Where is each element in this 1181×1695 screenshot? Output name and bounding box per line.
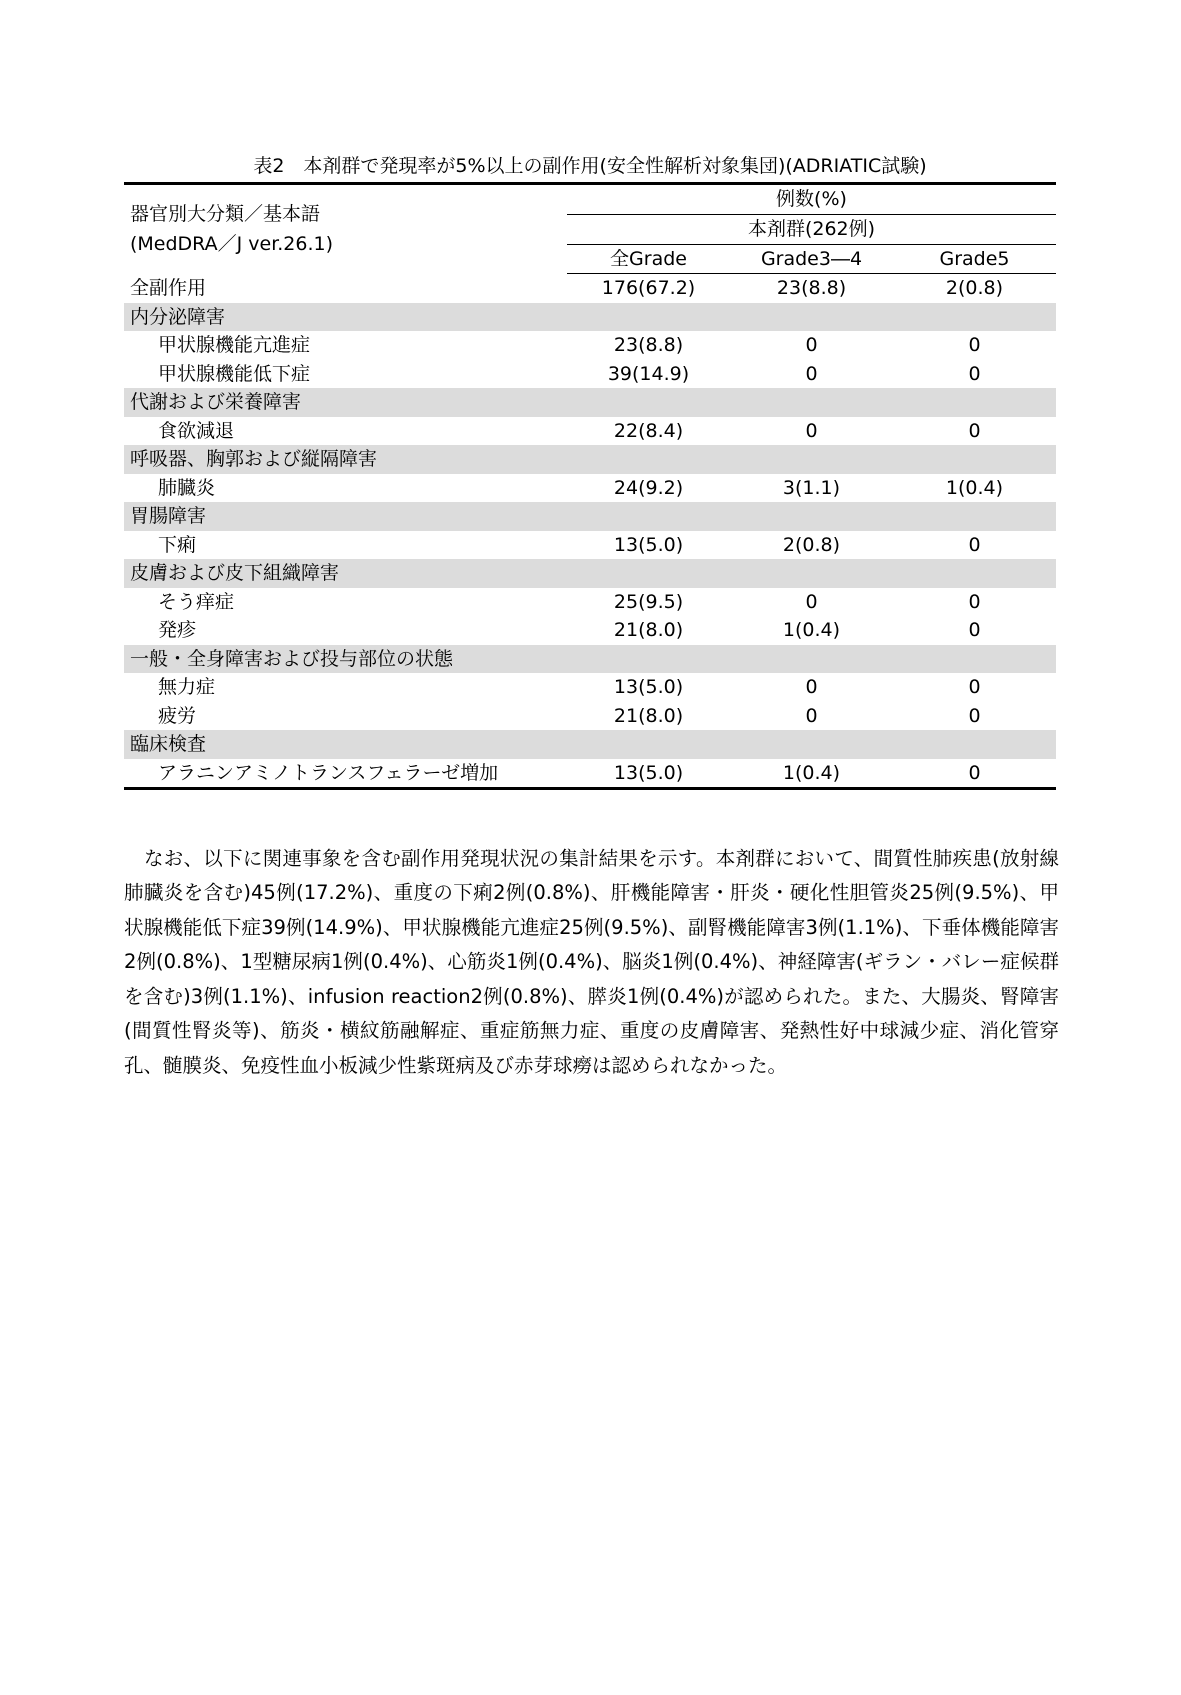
cell-grade5: 0 [968, 419, 981, 442]
cell-all-grade [567, 730, 730, 759]
header-grade3-4: Grade3―4 [730, 244, 893, 274]
cell-grade5 [893, 730, 1056, 759]
cell-grade5: 2(0.8) [945, 277, 1004, 299]
table-row [124, 360, 1056, 389]
cell-grade3-4: 0 [805, 704, 818, 727]
category-row [124, 303, 1056, 332]
category-row [124, 502, 1056, 531]
row-label: 発疹 [158, 619, 197, 641]
row-label: 疲労 [158, 704, 197, 727]
category-row [124, 645, 1056, 674]
cell-all-grade: 21(8.0) [613, 619, 684, 641]
table-row [124, 274, 1056, 303]
cell-grade3-4: 0 [805, 334, 818, 356]
header-group: 本剤群(262例) [567, 215, 1056, 245]
cell-grade5: 0 [968, 533, 981, 556]
row-label: 全副作用 [130, 276, 207, 299]
table-row [124, 702, 1056, 731]
cell-all-grade [567, 303, 730, 332]
cell-grade5: 0 [968, 619, 981, 641]
cell-all-grade [567, 445, 730, 474]
cell-grade5: 0 [968, 334, 981, 356]
cell-grade5: 1(0.4) [945, 476, 1004, 499]
row-label: 食欲減退 [158, 419, 235, 442]
cell-grade3-4 [730, 388, 893, 417]
cell-all-grade: 24(9.2) [613, 476, 684, 499]
table-row [124, 331, 1056, 360]
cell-grade5 [893, 502, 1056, 531]
cell-all-grade [567, 559, 730, 588]
header-all-grade: 全Grade [567, 244, 730, 274]
cell-all-grade [567, 502, 730, 531]
table-row [124, 474, 1056, 503]
body-paragraph: なお、以下に関連事象を含む副作用発現状況の集計結果を示す。本剤群において、間質性肺疾患(放射線肺臓炎を含む)45例(17.2%)、重度の下痢2例(0.8%)、肝機能障害・肝炎・硬化性胆管炎25例(9.5%)、甲状腺機能低下症39例(14.9%)、甲状腺機能亢進症25例(9.5%)、副腎機能障害3例(1.1%)、下垂体機能障害2例(0.8%)、1型糖尿病1例(0.4%)、心筋炎1例(0.4%)、脳炎1例(0.4%)、神経障害(ギラン・バレー症候群を含む)3例(1.1%)、infusion reaction2例(0.8%)、膵炎1例(0.4%)が認められた。また、大腸炎、腎障害(間質性腎炎等)、筋炎・横紋筋融解症、重症筋無力症、重度の皮膚障害、発熱性好中球減少症、消化管穿孔、髄膜炎、免疫性血小板減少性紫斑病及び赤芽球癆は認められなかった。 [124, 846, 1059, 1078]
cell-grade3-4: 3(1.1) [782, 476, 841, 499]
cell-all-grade: 13(5.0) [613, 676, 684, 698]
cell-grade3-4: 1(0.4) [782, 761, 841, 784]
table-row [124, 531, 1056, 560]
cell-all-grade: 22(8.4) [613, 419, 684, 442]
cell-grade3-4 [730, 645, 893, 674]
cell-all-grade: 13(5.0) [613, 761, 684, 784]
cell-all-grade: 176(67.2) [601, 277, 696, 299]
cell-grade5: 0 [968, 362, 981, 385]
cell-grade5 [893, 559, 1056, 588]
table-row [124, 616, 1056, 645]
category-row [124, 559, 1056, 588]
row-label: 無力症 [158, 676, 216, 698]
cell-grade5 [893, 388, 1056, 417]
cell-grade5: 0 [968, 590, 981, 613]
cell-all-grade: 39(14.9) [607, 362, 690, 385]
table-title: 表2 本剤群で発現率が5%以上の副作用(安全性解析対象集団)(ADRIATIC試験) [253, 155, 927, 177]
cell-all-grade [567, 388, 730, 417]
cell-grade5: 0 [968, 704, 981, 727]
cell-grade3-4 [730, 445, 893, 474]
row-label: 代謝および栄養障害 [124, 388, 567, 417]
row-label: 内分泌障害 [124, 303, 567, 332]
table-row [124, 417, 1056, 446]
table-row [124, 673, 1056, 702]
cell-all-grade [567, 645, 730, 674]
category-row [124, 388, 1056, 417]
cell-all-grade: 13(5.0) [613, 533, 684, 556]
header-category [124, 184, 567, 274]
cell-grade3-4: 23(8.8) [776, 277, 847, 299]
cell-grade3-4: 0 [805, 419, 818, 442]
cell-grade3-4 [730, 559, 893, 588]
header-meddra-version: (MedDRA／J ver.26.1) [130, 233, 334, 256]
table-row [124, 588, 1056, 617]
cell-grade3-4: 1(0.4) [782, 619, 841, 641]
header-category-label: 器官別大分類／基本語 [130, 203, 321, 226]
row-label: アラニンアミノトランスフェラーゼ増加 [158, 761, 499, 784]
cell-grade3-4 [730, 502, 893, 531]
row-label: 一般・全身障害および投与部位の状態 [124, 645, 567, 674]
table-row [124, 759, 1056, 789]
row-label: 下痢 [158, 533, 197, 556]
row-label: 肺臓炎 [158, 476, 216, 499]
row-label: そう痒症 [158, 590, 235, 613]
cell-grade5 [893, 445, 1056, 474]
category-row [124, 730, 1056, 759]
cell-grade3-4: 0 [805, 362, 818, 385]
header-grade5: Grade5 [893, 244, 1056, 274]
row-label: 胃腸障害 [124, 502, 567, 531]
row-label: 皮膚および皮下組織障害 [124, 559, 567, 588]
cell-grade5: 0 [968, 761, 981, 784]
row-label: 甲状腺機能低下症 [158, 362, 311, 385]
cell-grade3-4 [730, 730, 893, 759]
adverse-reactions-table [124, 182, 1056, 790]
row-label: 臨床検査 [124, 730, 567, 759]
cell-grade5 [893, 645, 1056, 674]
cell-grade3-4: 0 [805, 676, 818, 698]
cell-grade5: 0 [968, 676, 981, 698]
cell-grade3-4: 0 [805, 590, 818, 613]
row-label: 甲状腺機能亢進症 [158, 334, 311, 356]
cell-all-grade: 25(9.5) [613, 590, 684, 613]
cell-grade3-4 [730, 303, 893, 332]
cell-grade3-4: 2(0.8) [782, 533, 841, 556]
category-row [124, 445, 1056, 474]
row-label: 呼吸器、胸郭および縦隔障害 [124, 445, 567, 474]
cell-all-grade: 21(8.0) [613, 704, 684, 727]
cell-all-grade: 23(8.8) [613, 334, 684, 356]
cell-grade5 [893, 303, 1056, 332]
header-cases-percent: 例数(%) [776, 188, 847, 211]
